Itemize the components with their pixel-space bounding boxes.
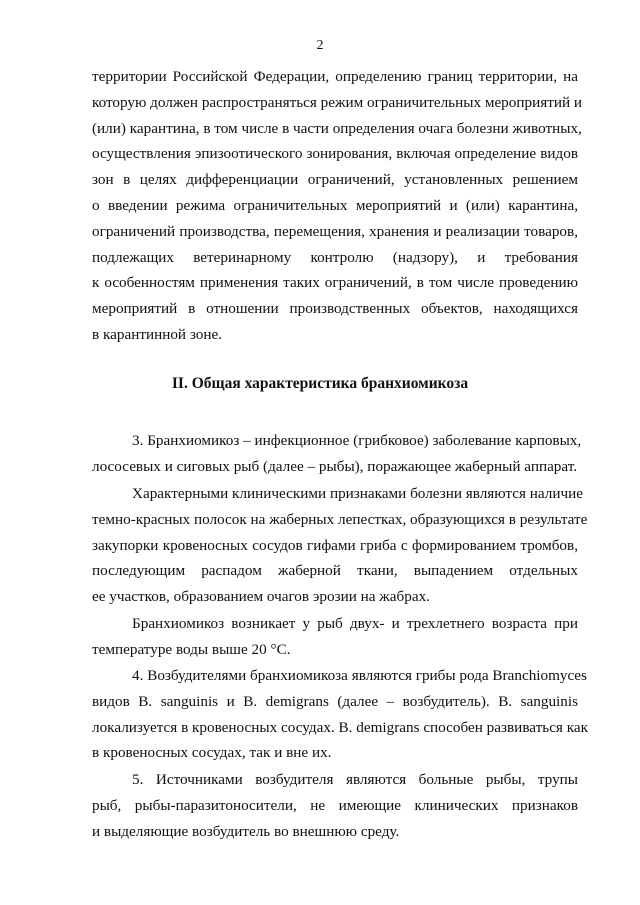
text-line: закупорки кровеносных сосудов гифами гриба с формированием тромбов, bbox=[92, 536, 578, 554]
text-line: и выделяющие возбудитель во внешнюю среду. bbox=[92, 822, 400, 840]
text-line: ограничений производства, перемещения, хранения и реализации товаров, bbox=[92, 222, 578, 240]
text-line: ее участков, образованием очагов эрозии на жабрах. bbox=[92, 588, 430, 606]
text-line: мероприятий в отношении производственных объектов, находящихся bbox=[92, 300, 578, 318]
text-line: Бранхиомикоз возникает у рыб двух- и трехлетнего возраста при bbox=[132, 615, 578, 632]
text-line: территории Российской Федерации, определению границ территории, на bbox=[92, 68, 578, 85]
section-heading: II. Общая характеристика бранхиомикоза bbox=[171, 375, 469, 392]
text-line: Характерными клиническими признаками болезни являются наличие bbox=[132, 485, 583, 502]
text-line: подлежащих ветеринарному контролю (надзору), и требования bbox=[92, 248, 578, 266]
text-line: (или) карантина, в том числе в части определения очага болезни животных, bbox=[92, 119, 582, 137]
text-line: температуре воды выше 20 °С. bbox=[92, 640, 291, 658]
paragraph-symptoms bbox=[92, 481, 588, 610]
paragraph-age bbox=[92, 611, 578, 663]
text-line: к особенностям применения таких ограничений, в том числе проведению bbox=[92, 274, 578, 292]
page-number: 2 bbox=[316, 38, 324, 53]
text-line: рыб, рыбы-паразитоносители, не имеющие клинических признаков bbox=[92, 796, 578, 814]
text-line: локализуется в кровеносных сосудах. B. demigrans способен развиваться как bbox=[92, 718, 588, 736]
text-line: о введении режима ограничительных мероприятий и (или) карантина, bbox=[92, 196, 578, 214]
text-line: последующим распадом жаберной ткани, выпадением отдельных bbox=[92, 562, 578, 580]
text-line: в кровеносных сосудах, так и вне их. bbox=[92, 744, 332, 762]
text-line: 4. Возбудителями бранхиомикоза являются грибы рода Branchiomyces bbox=[132, 667, 587, 684]
text-line: осуществления эпизоотического зонирования, включая определение видов bbox=[92, 145, 578, 163]
text-line: в карантинной зоне. bbox=[92, 325, 223, 343]
text-line: лососевых и сиговых рыб (далее – рыбы), поражающее жаберный аппарат. bbox=[92, 457, 578, 475]
paragraph-3 bbox=[92, 428, 582, 480]
text-line: которую должен распространяться режим ограничительных мероприятий и bbox=[92, 93, 583, 111]
text-line: темно-красных полосок на жаберных лепестках, образующихся в результате bbox=[92, 510, 588, 528]
intro-paragraph bbox=[92, 64, 583, 348]
text-line: 3. Бранхиомикоз – инфекционное (грибковое) заболевание карповых, bbox=[132, 432, 582, 449]
paragraph-4 bbox=[92, 663, 588, 766]
paragraph-5 bbox=[92, 767, 578, 844]
text-line: зон в целях дифференциации ограничений, установленных решением bbox=[92, 171, 578, 189]
text-line: 5. Источниками возбудителя являются больные рыбы, трупы bbox=[132, 771, 578, 788]
text-line: видов B. sanguinis и B. demigrans (далее – возбудитель). B. sanguinis bbox=[92, 692, 578, 710]
